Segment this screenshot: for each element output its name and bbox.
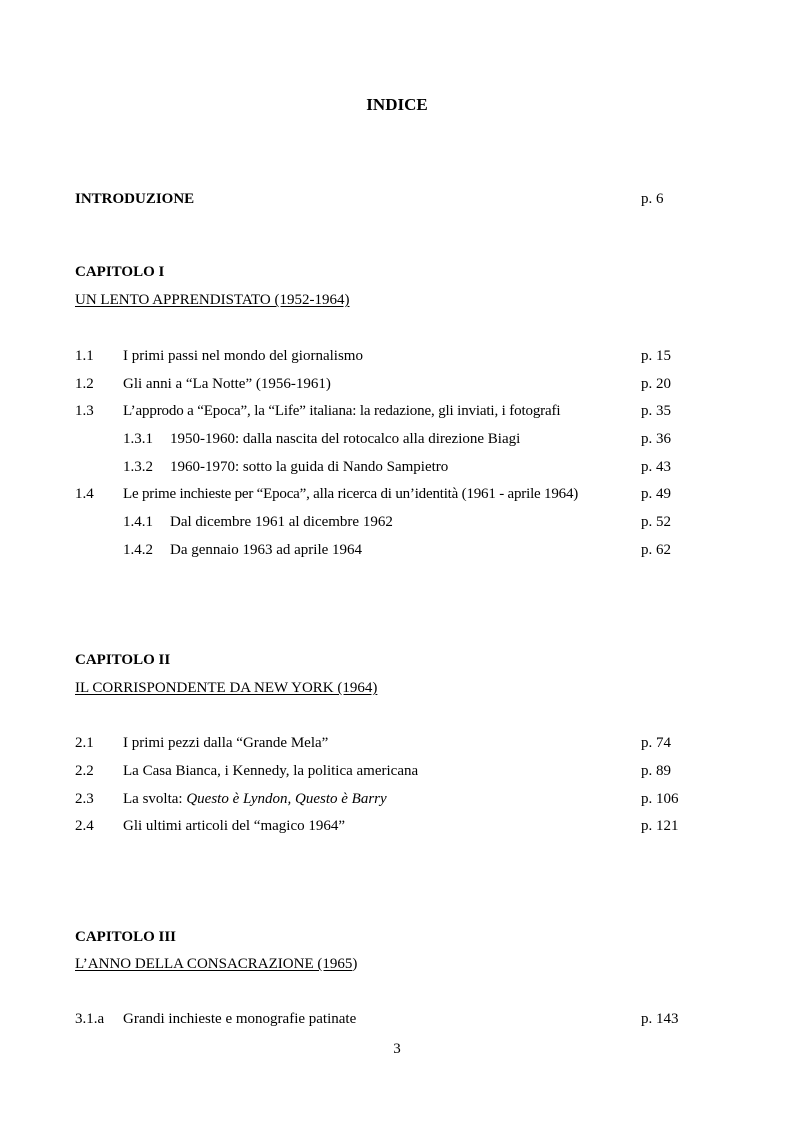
page-title: INDICE xyxy=(366,95,428,114)
toc-entry-page: p. 36 xyxy=(641,431,671,447)
toc-entry-page: p. 143 xyxy=(641,1011,679,1027)
page-number: 3 xyxy=(393,1041,401,1057)
toc-entry-title[interactable]: L’approdo a “Epoca”, la “Life” italiana: la redazione, gli inviati, i fotografi xyxy=(123,403,561,419)
toc-entry-number: 2.1 xyxy=(75,735,94,751)
toc-entry-page: p. 89 xyxy=(641,763,671,779)
toc-subentry-number: 1.4.2 xyxy=(123,542,153,558)
toc-subentry-title[interactable]: 1960-1970: sotto la guida di Nando Sampietro xyxy=(170,459,449,475)
toc-entry-number: 1.2 xyxy=(75,376,94,392)
toc-entry-page: p. 43 xyxy=(641,459,671,475)
toc-entry-page: p. 106 xyxy=(641,791,679,807)
toc-entry-title[interactable]: Gli anni a “La Notte” (1956-1961) xyxy=(123,376,331,392)
chapter-3-subtitle-underlined: L’ANNO DELLA CONSACRAZIONE (1965 xyxy=(75,956,353,972)
toc-entry-page: p. 121 xyxy=(641,818,679,834)
toc-entry-title[interactable]: I primi passi nel mondo del giornalismo xyxy=(123,348,363,364)
toc-entry-number: 1.3 xyxy=(75,403,94,419)
chapter-2-subtitle[interactable]: IL CORRISPONDENTE DA NEW YORK (1964) xyxy=(75,680,378,696)
chapter-1-heading[interactable]: CAPITOLO I xyxy=(75,264,165,280)
toc-entry-page: p. 62 xyxy=(641,542,671,558)
chapter-3-subtitle[interactable] xyxy=(75,955,357,973)
toc-entry-number: 1.1 xyxy=(75,348,94,364)
toc-entry-title-italic: Questo è Lyndon, Questo è Barry xyxy=(186,791,387,807)
chapter-2-heading[interactable]: CAPITOLO II xyxy=(75,652,171,668)
toc-intro-label[interactable]: INTRODUZIONE xyxy=(75,191,195,207)
toc-entry-page: p. 49 xyxy=(641,486,671,502)
toc-entry-title[interactable]: Le prime inchieste per “Epoca”, alla ricerca di un’identità (1961 - aprile 1964) xyxy=(123,486,579,502)
toc-subentry-number: 1.4.1 xyxy=(123,514,153,530)
toc-entry-number: 3.1.a xyxy=(75,1011,105,1027)
toc-entry-title[interactable] xyxy=(123,790,387,808)
chapter-3-heading[interactable]: CAPITOLO III xyxy=(75,929,177,945)
toc-subentry-number: 1.3.2 xyxy=(123,459,153,475)
toc-entry-number: 2.2 xyxy=(75,763,94,779)
toc-entry-page: p. 52 xyxy=(641,514,671,530)
toc-subentry-title[interactable]: Da gennaio 1963 ad aprile 1964 xyxy=(170,542,363,558)
toc-entry-page: p. 20 xyxy=(641,376,671,392)
toc-entry-title[interactable]: La Casa Bianca, i Kennedy, la politica americana xyxy=(123,763,419,779)
toc-subentry-number: 1.3.1 xyxy=(123,431,153,447)
toc-entry-page: p. 35 xyxy=(641,403,671,419)
toc-entry-title[interactable]: Grandi inchieste e monografie patinate xyxy=(123,1011,357,1027)
toc-entry-title[interactable]: I primi pezzi dalla “Grande Mela” xyxy=(123,735,329,751)
toc-subentry-title[interactable]: 1950-1960: dalla nascita del rotocalco alla direzione Biagi xyxy=(170,431,521,447)
toc-entry-number: 2.4 xyxy=(75,818,94,834)
toc-entry-title[interactable]: Gli ultimi articoli del “magico 1964” xyxy=(123,818,346,834)
toc-entry-title-prefix: La svolta: xyxy=(123,791,187,807)
chapter-3-subtitle-tail: ) xyxy=(352,956,358,972)
chapter-1-subtitle[interactable]: UN LENTO APPRENDISTATO (1952-1964) xyxy=(75,292,350,308)
toc-intro-page: p. 6 xyxy=(641,191,664,207)
toc-entry-number: 1.4 xyxy=(75,486,94,502)
toc-entry-page: p. 15 xyxy=(641,348,671,364)
toc-entry-number: 2.3 xyxy=(75,791,94,807)
toc-subentry-title[interactable]: Dal dicembre 1961 al dicembre 1962 xyxy=(170,514,393,530)
toc-entry-page: p. 74 xyxy=(641,735,671,751)
